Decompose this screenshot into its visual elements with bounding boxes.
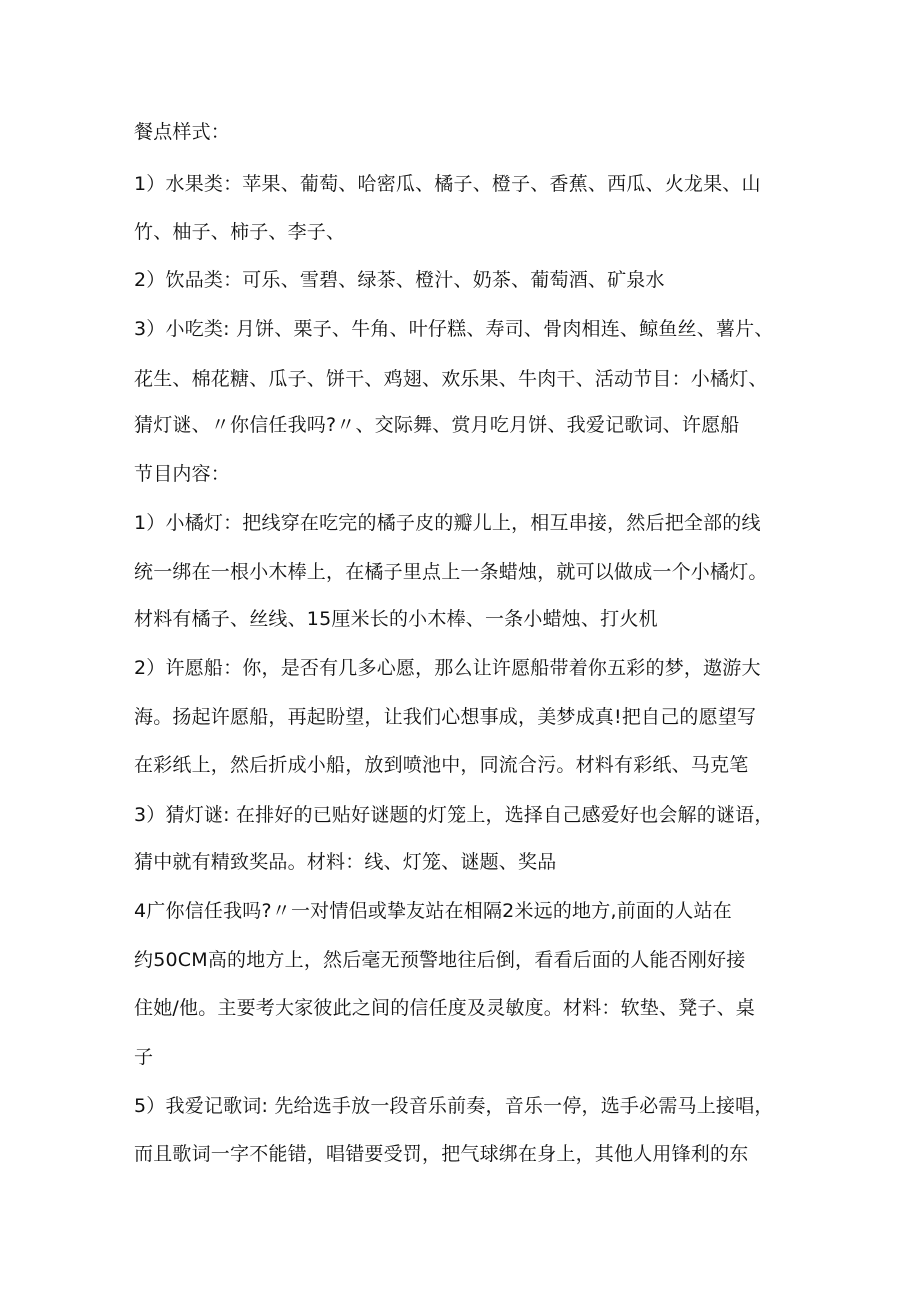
text-line-17: 4广你信任我吗?〃一对情侣或挚友站在相隔2米远的地方,前面的人站在 xyxy=(134,900,732,922)
text-line-7: 猜灯谜、〃你信任我吗?〃、交际舞、赏月吃月饼、我爱记歌词、许愿船 xyxy=(134,414,740,436)
text-line-2: 1）水果类：苹果、葡萄、哈密瓜、橘子、橙子、香蕉、西瓜、火龙果、山 xyxy=(134,173,761,195)
text-line-10: 统一绑在一根小木棒上，在橘子里点上一条蜡烛，就可以做成一个小橘灯。 xyxy=(134,561,768,583)
text-line-11: 材料有橘子、丝线、15厘米长的小木棒、一条小蜡烛、打火机 xyxy=(134,608,658,630)
text-line-4: 2）饮品类：可乐、雪碧、绿茶、橙汁、奶茶、葡萄酒、矿泉水 xyxy=(134,269,665,291)
text-line-19: 住她/他。主要考大家彼此之间的信任度及灵敏度。材料：软垫、凳子、桌 xyxy=(134,997,756,1019)
text-line-1: 餐点样式： xyxy=(134,121,231,143)
text-line-12: 2）许愿船：你，是否有几多心愿，那么让许愿船带着你五彩的梦，遨游大 xyxy=(134,657,761,679)
text-line-5: 3）小吃类: 月饼、栗子、牛角、叶仔糕、寿司、骨肉相连、鲸鱼丝、薯片、 xyxy=(134,318,774,340)
text-line-22: 而且歌词一字不能错，唱错要受罚，把气球绑在身上，其他人用锋利的东 xyxy=(134,1143,749,1165)
text-line-3: 竹、柚子、柿子、李子、 xyxy=(134,221,346,243)
text-line-20: 子 xyxy=(134,1046,154,1068)
text-line-18: 约50CM高的地方上，然后毫无预警地往后倒，看看后面的人能否刚好接 xyxy=(134,949,746,971)
text-line-6: 花生、棉花糖、瓜子、饼干、鸡翅、欢乐果、牛肉干、活动节目：小橘灯、 xyxy=(134,368,768,390)
text-line-14: 在彩纸上，然后折成小船，放到喷池中，同流合污。材料有彩纸、马克笔 xyxy=(134,754,749,776)
text-line-13: 海。扬起许愿船，再起盼望，让我们心想事成，美梦成真!把自己的愿望写 xyxy=(134,706,757,728)
text-line-21: 5）我爱记歌词: 先给选手放一段音乐前奏，音乐一停，选手必需马上接唱， xyxy=(134,1095,774,1117)
text-line-15: 3）猜灯谜: 在排好的已贴好谜题的灯笼上，选择自己感爱好也会解的谜语， xyxy=(134,804,774,826)
text-line-16: 猜中就有精致奖品。材料：线、灯笼、谜题、奖品 xyxy=(134,851,557,873)
text-line-9: 1）小橘灯：把线穿在吃完的橘子皮的瓣儿上，相互串接，然后把全部的线 xyxy=(134,512,761,534)
text-line-8: 节目内容： xyxy=(134,463,231,485)
